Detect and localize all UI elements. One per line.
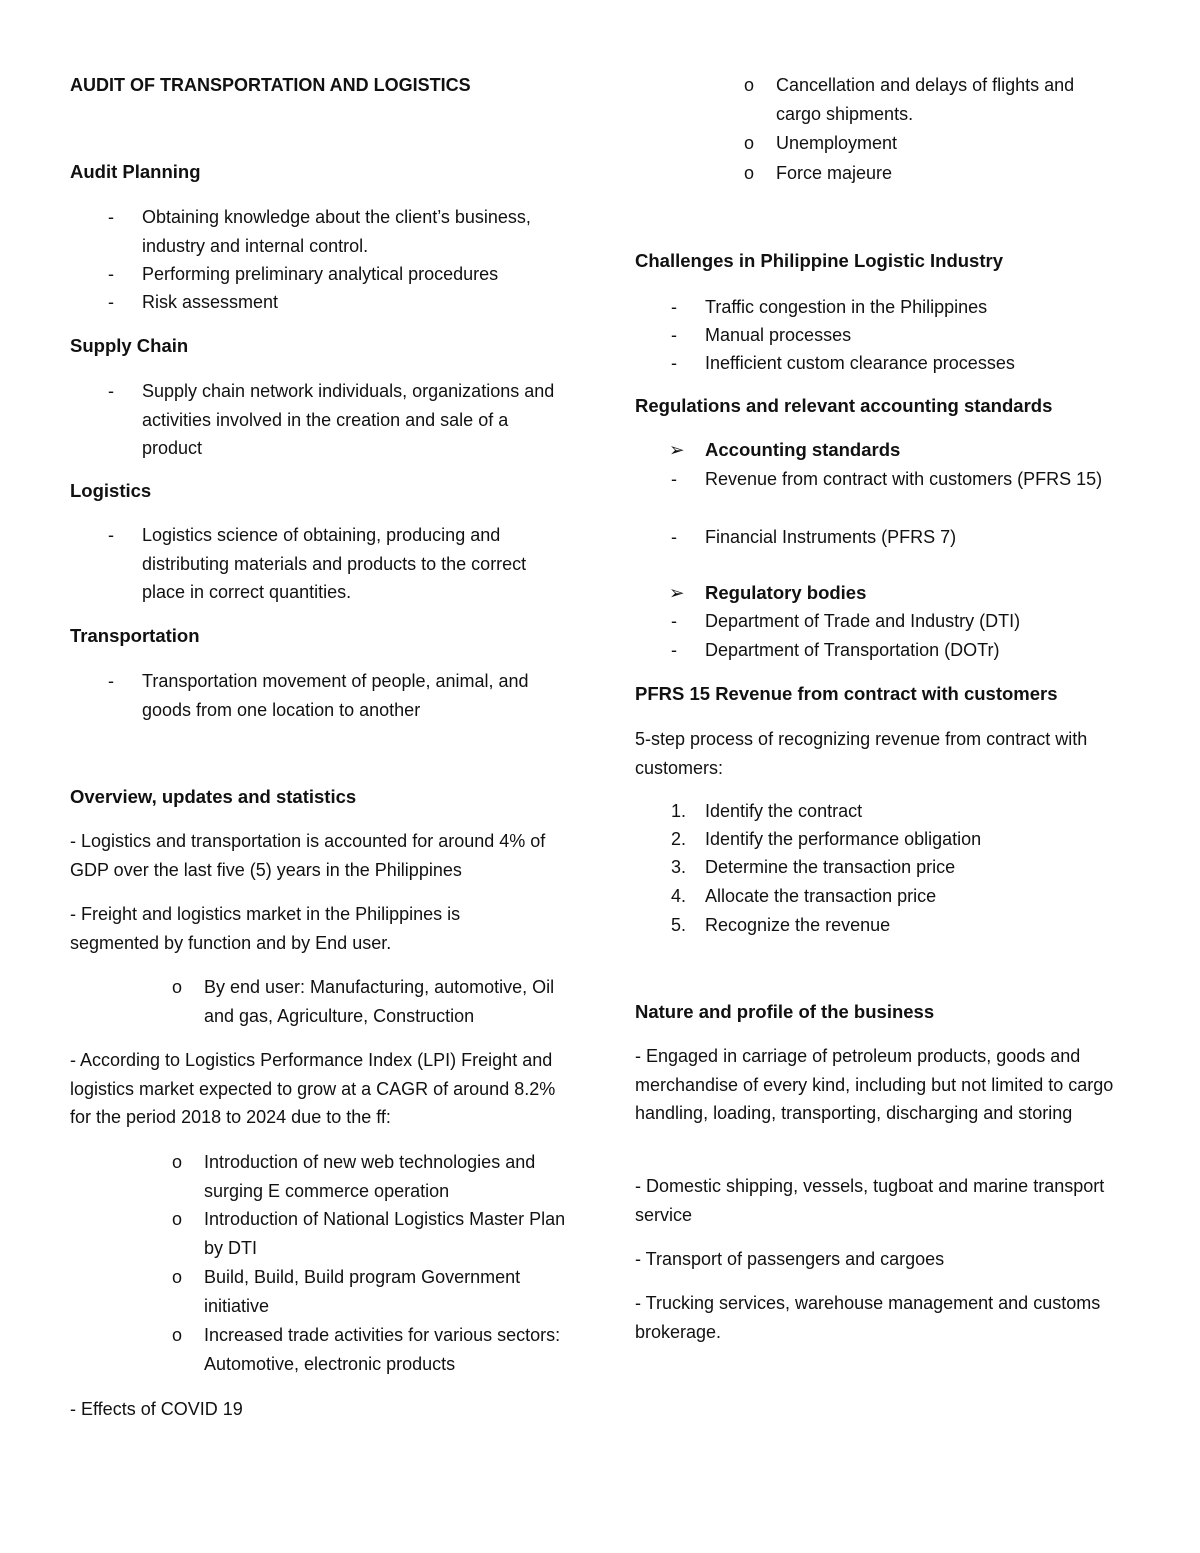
circle-marker: o	[172, 1325, 183, 1345]
circle-marker: o	[744, 75, 755, 95]
nature-paragraph: - Domestic shipping, vessels, tugboat and marine transport service	[635, 1176, 1105, 1225]
nature-paragraph: - Transport of passengers and cargoes	[635, 1249, 945, 1269]
list-item: - Supply chain network individuals, organizations and activities involved in the creation and sale of a product	[142, 377, 562, 463]
overview-paragraph: - According to Logistics Performance Index (LPI) Freight and logistics market expected to grow at a CAGR of around 8.2% for the period 2018 to 2024 due to the ff:	[70, 1050, 556, 1127]
dash-marker: -	[108, 292, 114, 312]
list-item: 4. Allocate the transaction price	[705, 882, 1125, 911]
list-item: - Financial Instruments (PFRS 7)	[705, 523, 1125, 552]
circle-marker: o	[172, 1267, 183, 1287]
overview-paragraph: - Effects of COVID 19	[70, 1399, 243, 1419]
dash-marker: -	[671, 469, 677, 489]
pfrs15-heading: PFRS 15 Revenue from contract with customers	[635, 683, 1058, 704]
list-item: 5. Recognize the revenue	[705, 911, 1125, 940]
step-number: 3.	[671, 857, 687, 877]
regulatory-bodies-label: ➢ Regulatory bodies	[705, 579, 1125, 608]
dash-marker: -	[671, 640, 677, 660]
transportation-heading: Transportation	[70, 625, 200, 646]
list-item: - Risk assessment	[142, 288, 562, 317]
dash-marker: -	[108, 264, 114, 284]
supply-chain-heading: Supply Chain	[70, 335, 189, 356]
dash-marker: -	[671, 353, 677, 373]
list-item: - Inefficient custom clearance processes	[705, 349, 1125, 378]
list-item: - Manual processes	[705, 321, 1125, 350]
dash-marker: -	[108, 671, 114, 691]
nature-paragraph: - Engaged in carriage of petroleum products, goods and merchandise of every kind, including but not limited to cargo handling, loading, transporting, discharging and storing	[635, 1046, 1114, 1123]
dash-marker: -	[671, 527, 677, 547]
step-number: 1.	[671, 801, 687, 821]
list-item: - Revenue from contract with customers (PFRS 15)	[705, 465, 1115, 494]
list-item: 2. Identify the performance obligation	[705, 825, 1125, 854]
overview-paragraph: - Freight and logistics market in the Philippines is segmented by function and by End user.	[70, 904, 461, 953]
list-item: o Increased trade activities for various sectors: Automotive, electronic products	[204, 1321, 574, 1378]
list-item: - Department of Transportation (DOTr)	[705, 636, 1125, 665]
dash-marker: -	[108, 525, 114, 545]
list-item: o Force majeure	[776, 159, 1116, 188]
list-item: - Traffic congestion in the Philippines	[705, 293, 1125, 322]
list-item: 3. Determine the transaction price	[705, 853, 1125, 882]
dash-marker: -	[671, 325, 677, 345]
step-number: 2.	[671, 829, 687, 849]
list-item: o Introduction of National Logistics Master Plan by DTI	[204, 1205, 574, 1262]
list-item: - Logistics science of obtaining, producing and distributing materials and products to the correct place in correct quantities.	[142, 521, 562, 607]
list-item: o By end user: Manufacturing, automotive, Oil and gas, Agriculture, Construction	[204, 973, 574, 1030]
overview-paragraph: - Logistics and transportation is accounted for around 4% of GDP over the last five (5) years in the Philippines	[70, 831, 546, 880]
arrow-bullet-icon: ➢	[669, 439, 685, 460]
dash-marker: -	[108, 381, 114, 401]
overview-heading: Overview, updates and statistics	[70, 786, 357, 807]
nature-paragraph: - Trucking services, warehouse management and customs brokerage.	[635, 1293, 1101, 1342]
dash-marker: -	[108, 207, 114, 227]
step-number: 4.	[671, 886, 687, 906]
circle-marker: o	[172, 1152, 183, 1172]
list-item: - Performing preliminary analytical procedures	[142, 260, 572, 289]
document-title: AUDIT OF TRANSPORTATION AND LOGISTICS	[70, 75, 471, 95]
nature-heading: Nature and profile of the business	[635, 1001, 935, 1022]
list-item: 1. Identify the contract	[705, 797, 1125, 826]
list-item: - Obtaining knowledge about the client’s business, industry and internal control.	[142, 203, 562, 260]
dash-marker: -	[671, 297, 677, 317]
arrow-bullet-icon: ➢	[669, 582, 685, 603]
list-item: o Cancellation and delays of flights and cargo shipments.	[776, 71, 1116, 128]
circle-marker: o	[172, 977, 183, 997]
list-item: - Department of Trade and Industry (DTI)	[705, 607, 1125, 636]
list-item: - Transportation movement of people, animal, and goods from one location to another	[142, 667, 562, 724]
challenges-heading: Challenges in Philippine Logistic Industry	[635, 250, 1003, 271]
accounting-standards-label: ➢ Accounting standards	[705, 436, 1125, 465]
pfrs15-intro: 5-step process of recognizing revenue from contract with customers:	[635, 729, 1088, 778]
audit-planning-heading: Audit Planning	[70, 161, 201, 182]
dash-marker: -	[671, 611, 677, 631]
list-item: o Introduction of new web technologies and surging E commerce operation	[204, 1148, 574, 1205]
list-item: o Build, Build, Build program Government initiative	[204, 1263, 574, 1320]
circle-marker: o	[744, 163, 755, 183]
step-number: 5.	[671, 915, 687, 935]
circle-marker: o	[172, 1209, 183, 1229]
circle-marker: o	[744, 133, 755, 153]
logistics-heading: Logistics	[70, 480, 152, 501]
regulations-heading: Regulations and relevant accounting standards	[635, 395, 1053, 416]
list-item: o Unemployment	[776, 129, 1116, 158]
